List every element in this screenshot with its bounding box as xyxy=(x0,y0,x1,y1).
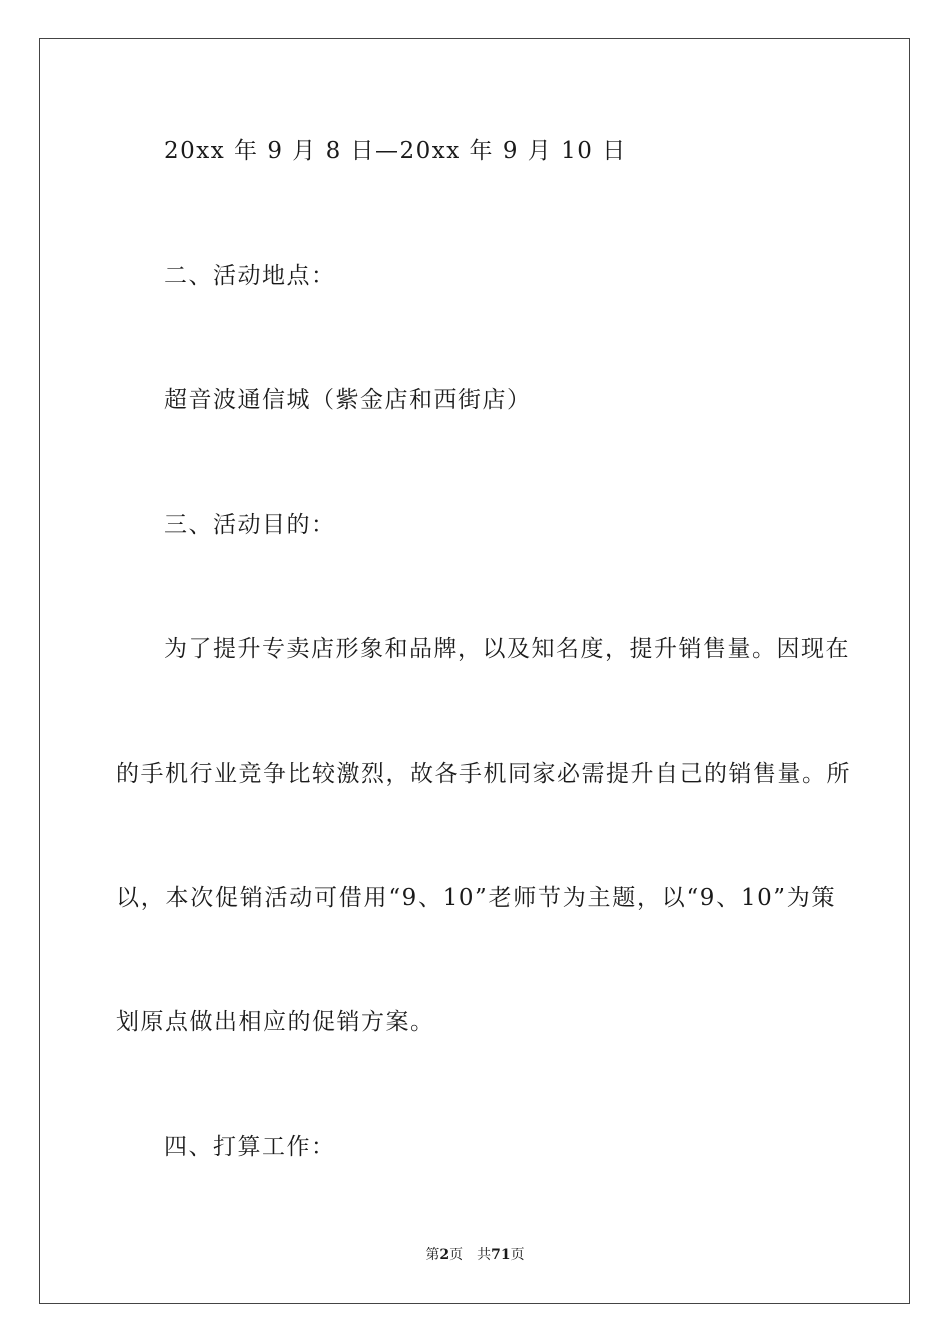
footer-page-prefix: 第 xyxy=(425,1247,440,1263)
date-range-text: 20xx 年 9 月 8 日—20xx 年 9 月 10 日 xyxy=(164,138,627,164)
footer-total-pages: 71 xyxy=(491,1247,511,1263)
footer-page-suffix: 页 xyxy=(449,1247,464,1263)
section-heading-location: 二、活动地点： xyxy=(164,263,336,289)
page-frame xyxy=(39,38,910,1304)
purpose-paragraph-line: 以，本次促销活动可借用“9、10”老师节为主题，以“9、10”为策 xyxy=(116,885,836,911)
purpose-paragraph-line: 的手机行业竞争比较激烈，故各手机同家必需提升自己的销售量。所 xyxy=(116,761,851,787)
purpose-paragraph-line: 为了提升专卖店形象和品牌，以及知名度，提升销售量。因现在 xyxy=(164,636,850,662)
page-footer xyxy=(0,1245,950,1265)
footer-total-prefix: 共 xyxy=(477,1247,492,1263)
section-heading-preparation: 四、打算工作： xyxy=(164,1134,336,1160)
footer-page-number: 2 xyxy=(439,1247,450,1263)
section-heading-purpose: 三、活动目的： xyxy=(164,512,336,538)
location-text: 超音波通信城（紫金店和西街店） xyxy=(164,387,532,413)
purpose-paragraph-line: 划原点做出相应的促销方案。 xyxy=(116,1009,435,1035)
footer-total-suffix: 页 xyxy=(510,1247,525,1263)
